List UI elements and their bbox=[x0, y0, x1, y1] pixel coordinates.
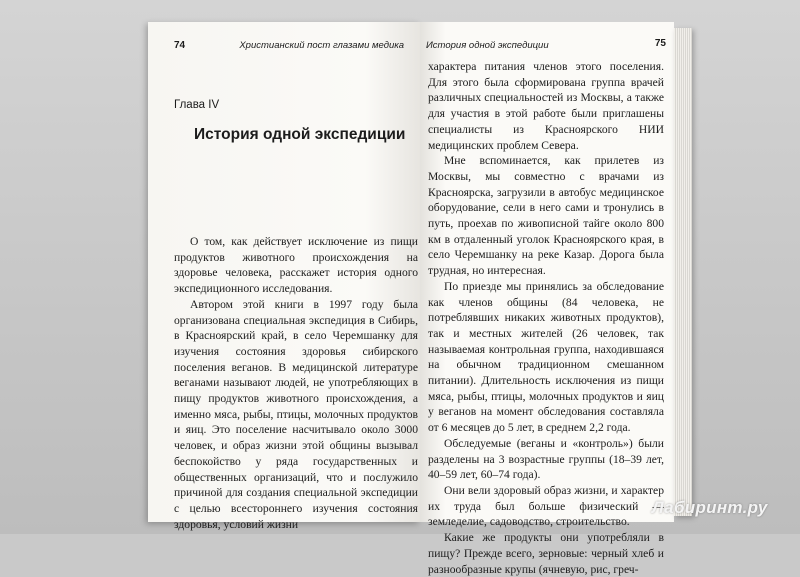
paragraph: По приезде мы принялись за обследование как членов общины (84 человека, не потреблявших никаких животных продуктов), так и местных жителей (26 человек, так называемая контрольная группа, находившаяся на обычном традиционном смешанном питании). Длительность исключения из пищи мяса, рыбы, птицы, молочных продуктов и яиц у веганов на момент обследования составляла от 6 месяцев до 5 лет, в среднем 2,2 года. bbox=[428, 279, 664, 435]
right-page bbox=[420, 22, 674, 576]
paragraph: Автором этой книги в 1997 году была организована специальная экспедиция в Сибирь, в Красноярский край, в село Черемшанку для изучения состояния здоровья сибирского поселения веганов. В медицинской литературе веганами называют людей, не употребляющих в пищу продуктов животного происхождения, а именно мяса, рыбы, птицы, молочных продуктов и яиц. Это поселение насчитывало около 3000 человек, и образ жизни этой общины вызывал беспокойство у ряда государственных и общественных организаций, что и послужило причиной для создания специальной экспедиции с целью всестороннего изучения состояния здоровья, условий жизни bbox=[174, 297, 418, 531]
left-body-text bbox=[174, 234, 418, 532]
paragraph: Какие же продукты они употребляли в пищу? Прежде всего, зерновые: черный хлеб и разнообразные крупы (ячневую, рис, греч- bbox=[428, 531, 664, 576]
right-running-head: История одной экспедиции bbox=[426, 40, 549, 51]
right-body-text bbox=[428, 59, 664, 577]
left-running-head: Христианский пост глазами медика bbox=[239, 40, 404, 51]
paragraph: Мне вспоминается, как прилетев из Москвы, мы совместно с врачами из Красноярска, загрузили в автобус медицинское оборудование, сели в него сами и тронулись в путь, проехав по живописной тайге около 800 км в отдаленный уголок Красноярского края, в село Черемшанку на реке Казар. Дорога была трудная, но интересная. bbox=[428, 154, 664, 278]
paragraph: Они вели здоровый образ жизни, и характер их труда был больше физический — земледелие, садоводство, строительство. bbox=[428, 483, 664, 529]
chapter-title: История одной экспедиции bbox=[194, 126, 406, 143]
page-block-edges bbox=[674, 28, 692, 516]
left-page bbox=[148, 22, 420, 531]
chapter-label: Глава IV bbox=[174, 99, 220, 111]
paragraph: О том, как действует исключение из пищи продуктов животного происхождения на здоровье человека, расскажет история одного экспедиционного исследования. bbox=[174, 235, 418, 296]
left-page-number: 74 bbox=[174, 40, 186, 51]
right-page-number: 75 bbox=[654, 38, 666, 49]
open-book bbox=[128, 22, 694, 576]
watermark-logo: Лабиринт.ру bbox=[652, 498, 768, 517]
paragraph: характера питания членов этого поселения. Для этого была сформирована группа врачей различных специальностей из Москвы, а также для участия в этой работе были приглашены специалисты из Красноярского НИИ медицинских проблем Севера. bbox=[428, 60, 664, 152]
paragraph: Обследуемые (веганы и «контроль») были разделены на 3 возрастные группы (18–39 лет, 40–59 лет, 60–74 года). bbox=[428, 436, 664, 482]
